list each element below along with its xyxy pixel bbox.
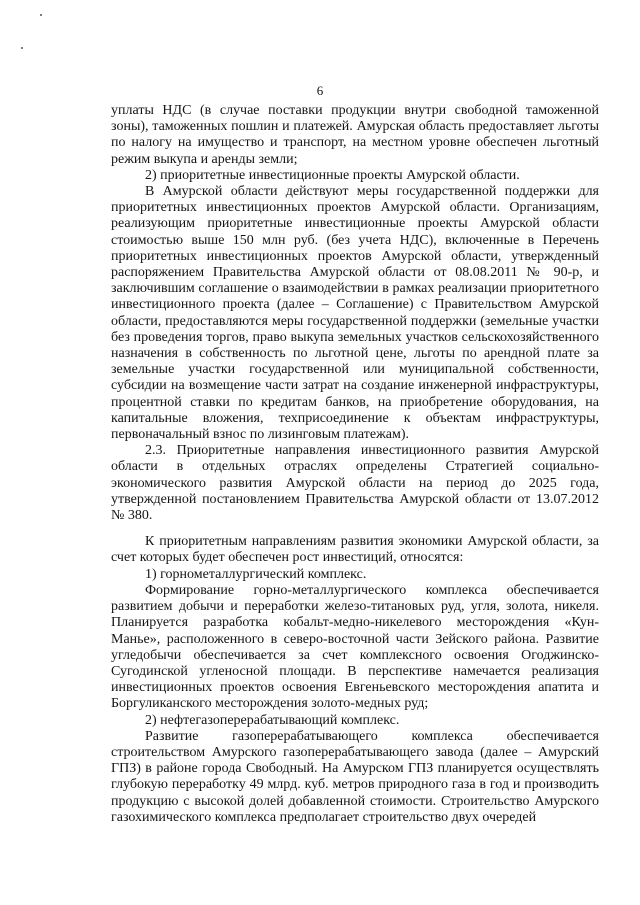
scan-speck bbox=[21, 47, 23, 49]
list-item: 1) горнометаллургический комплекс. bbox=[145, 566, 367, 582]
page-number: 6 bbox=[316, 83, 324, 98]
paragraph: В Амурской области действуют меры государственной поддержки для приоритетных инвестиционных проектов Амурской области. Организациям, реализующим приоритетные инвестиционные проекты Амурской области стоимостью выше 150 млн руб. (без учета НДС), включенные в Перечень приоритетных инвестиционных проектов Амурской области, утвержденный распоряжением Правительства Амурской области от 08.08.2011 № 90-р, и заключившим соглашение о взаимодействии в рамках реализации приоритетного инвестиционного проекта (далее – Соглашение) с Правительством Амурской области, предоставляются меры государственной поддержки (земельные участки без проведения торгов, право выкупа земельных участков сельскохозяйственного назначения в собственность по льготной цене, льготы по арендной плате за земельные участки государственной или муниципальной собственности, субсидии на возмещение части затрат на создание инженерной инфраструктуры, процентной ставки по кредитам банков, на приобретение оборудования, на капитальные вложения, техприсоединение к объектам инфраструктуры, первоначальный взнос по лизинговым платежам). bbox=[111, 184, 599, 443]
list-item: 2) приоритетные инвестиционные проекты Амурской области. bbox=[145, 167, 520, 183]
section-paragraph: 2.3. Приоритетные направления инвестиционного развития Амурской области в отдельных отраслях определены Стратегией социально-экономического развития Амурской области на период до 2025 года, утвержденной постановлением Правительства Амурской области от 13.07.2012 № 380. bbox=[111, 443, 599, 524]
list-item: 2) нефтегазоперерабатывающий комплекс. bbox=[145, 712, 400, 728]
paragraph: К приоритетным направлениям развития экономики Амурской области, за счет которых будет обеспечен рост инвестиций, относятся: bbox=[111, 534, 599, 566]
paragraph: уплаты НДС (в случае поставки продукции внутри свободной таможенной зоны), таможенных пошлин и платежей. Амурская область предоставляет льготы по налогу на имущество и транспорт, на местном уровне обеспечен льготный режим выкупа и аренды земли; bbox=[111, 103, 599, 167]
paragraph: Формирование горно-металлургического комплекса обеспечивается развитием добычи и переработки железо-титановых руд, угля, золота, никеля. Планируется разработка кобальт-медно-никелевого месторождения «Кун-Манье», расположенного в северо-восточной части Зейского района. Развитие угледобычи обеспечивается за счет комплексного освоения Огоджинско-Сугодинской угленосной площади. В перспективе намечается реализация инвестиционных проектов освоения Евгеньевского месторождения апатита и Боргуликанского месторождения золото-медных руд; bbox=[111, 582, 599, 712]
document-body bbox=[111, 103, 599, 826]
scan-speck bbox=[40, 14, 42, 16]
paragraph: Развитие газоперерабатывающего комплекса обеспечивается строительством Амурского газоперерабатывающего завода (далее – Амурский ГПЗ) в районе города Свободный. На Амурском ГПЗ планируется осуществлять глубокую переработку 49 млрд. куб. метров природного газа в год и производить продукцию с высокой долей добавленной стоимости. Строительство Амурского газохимического комплекса предполагает строительство двух очередей bbox=[111, 728, 599, 825]
